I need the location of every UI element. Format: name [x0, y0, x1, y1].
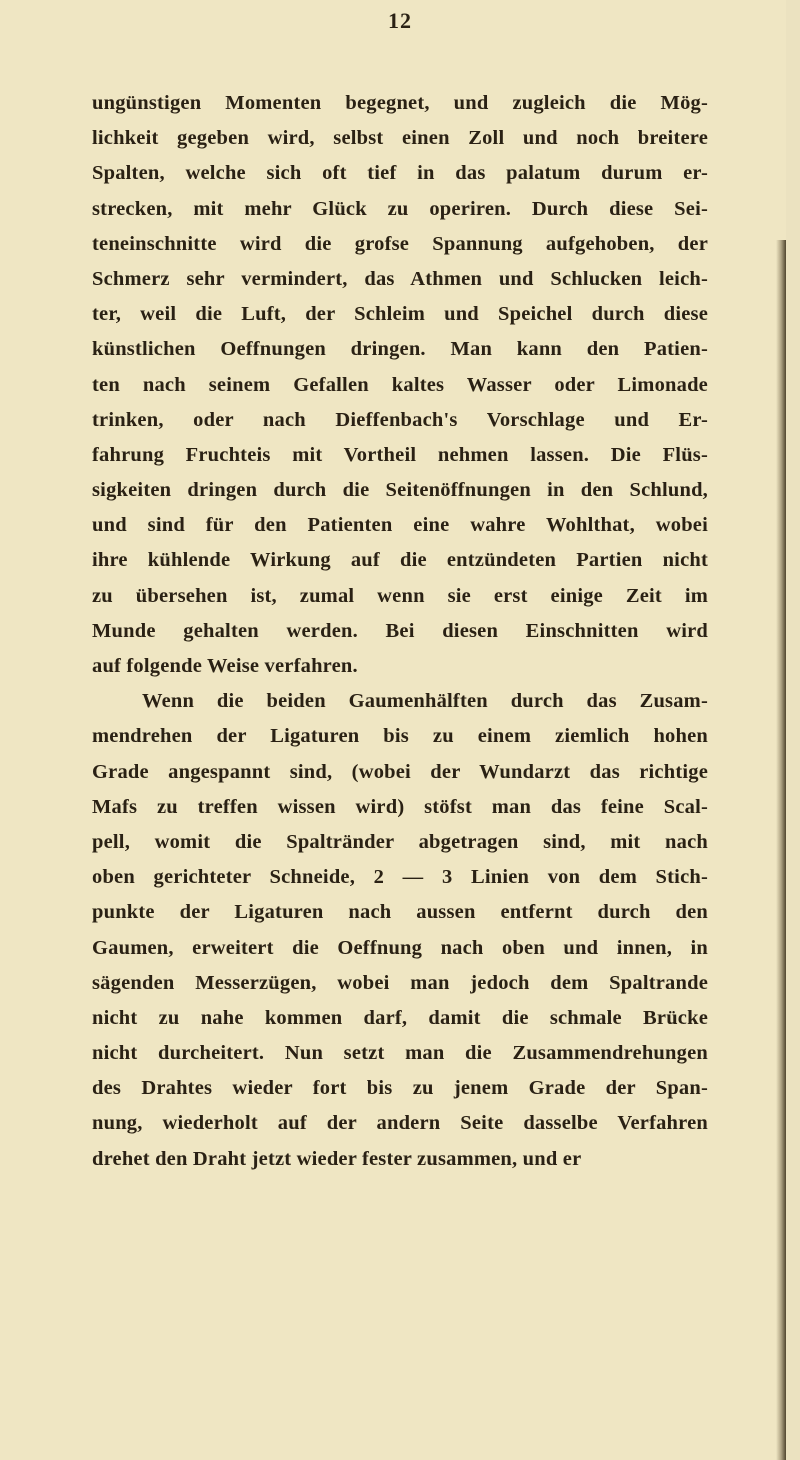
- page-edge: [786, 0, 800, 1460]
- text-line: Munde gehalten werden. Bei diesen Einschnitten wird: [92, 619, 708, 642]
- text-line: sägenden Messerzügen, wobei man jedoch dem Spaltrande: [92, 971, 708, 994]
- text-line: Mafs zu treffen wissen wird) stöfst man das feine Scal-: [92, 795, 708, 818]
- text-line: Wenn die beiden Gaumenhälften durch das Zusam-: [142, 690, 708, 713]
- text-line: nung, wiederholt auf der andern Seite dasselbe Verfahren: [92, 1112, 708, 1135]
- text-line: nicht durcheitert. Nun setzt man die Zusammendrehungen: [92, 1042, 708, 1065]
- text-line: ten nach seinem Gefallen kaltes Wasser oder Limonade: [92, 373, 708, 396]
- text-line: Spalten, welche sich oft tief in das palatum durum er-: [92, 162, 708, 185]
- text-line: sigkeiten dringen durch die Seitenöffnungen in den Schlund,: [92, 479, 708, 502]
- text-line: oben gerichteter Schneide, 2 — 3 Linien von dem Stich-: [92, 866, 708, 889]
- text-line: ungünstigen Momenten begegnet, und zugleich die Mög-: [92, 92, 708, 114]
- text-line: pell, womit die Spaltränder abgetragen sind, mit nach: [92, 830, 708, 853]
- text-line: drehet den Draht jetzt wieder fester zusammen, und er: [92, 1147, 582, 1170]
- text-line: und sind für den Patienten eine wahre Wohlthat, wobei: [92, 514, 708, 537]
- text-line: auf folgende Weise verfahren.: [92, 655, 358, 677]
- text-line: lichkeit gegeben wird, selbst einen Zoll und noch breitere: [92, 127, 708, 150]
- text-line: künstlichen Oeffnungen dringen. Man kann den Patien-: [92, 338, 708, 361]
- text-line: Gaumen, erweitert die Oeffnung nach oben und innen, in: [92, 936, 708, 959]
- page-number: 12: [388, 8, 412, 33]
- text-line: fahrung Fruchteis mit Vortheil nehmen lassen. Die Flüs-: [92, 443, 708, 466]
- text-line: punkte der Ligaturen nach aussen entfernt durch den: [92, 901, 708, 924]
- text-line: Grade angespannt sind, (wobei der Wundarzt das richtige: [92, 760, 708, 783]
- text-line: ihre kühlende Wirkung auf die entzündeten Partien nicht: [92, 549, 708, 572]
- text-line: trinken, oder nach Dieffenbach's Vorschlage und Er-: [92, 408, 708, 431]
- text-line: zu übersehen ist, zumal wenn sie erst einige Zeit im: [92, 584, 708, 607]
- text-line: ter, weil die Luft, der Schleim und Speichel durch diese: [92, 303, 708, 326]
- text-line: strecken, mit mehr Glück zu operiren. Durch diese Sei-: [92, 197, 708, 220]
- text-line: Schmerz sehr vermindert, das Athmen und Schlucken leich-: [92, 267, 708, 290]
- text-line: des Drahtes wieder fort bis zu jenem Grade der Span-: [92, 1077, 708, 1100]
- text-line: teneinschnitte wird die grofse Spannung aufgehoben, der: [92, 232, 708, 255]
- text-line: nicht zu nahe kommen darf, damit die schmale Brücke: [92, 1006, 708, 1029]
- text-line: mendrehen der Ligaturen bis zu einem ziemlich hohen: [92, 725, 708, 748]
- page-edge-shadow: [776, 240, 786, 1460]
- body-text: [92, 86, 708, 1177]
